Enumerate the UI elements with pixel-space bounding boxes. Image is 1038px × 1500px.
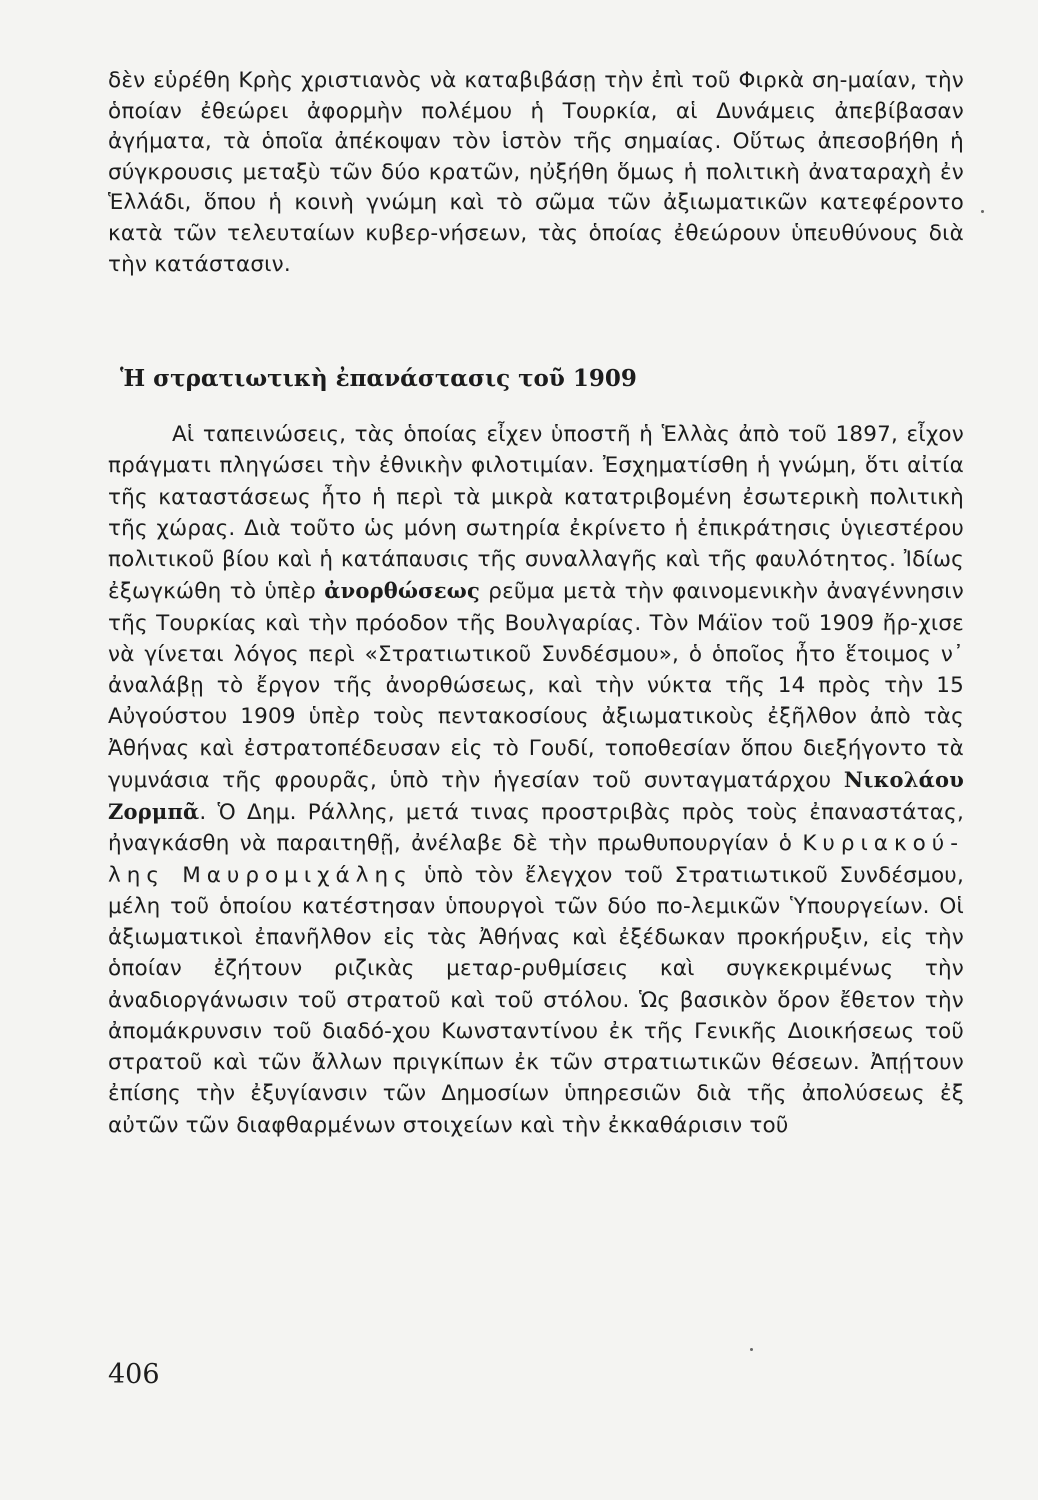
paper-speck bbox=[981, 210, 984, 213]
intro-paragraph bbox=[108, 66, 964, 280]
body-paragraph bbox=[108, 419, 964, 1141]
body-text-part-4: ὑπὸ τὸν ἔλεγχον τοῦ Στρατιωτικοῦ Συνδέσμου, μέλη τοῦ ὁποίου κατέστησαν ὑπουργοὶ τῶν δύο πο-λεμικῶν Ὑπουργείων. Οἱ ἀξιωματικοὶ ἐπανῆλθον εἰς τὰς Ἀθήνας καὶ ἐξέδωκαν προκήρυξιν, εἰς τὴν ὁποίαν ἐζήτουν ριζικὰς μεταρ-ρυθμίσεις καὶ συγκεκριμένως τὴν ἀναδιοργάνωσιν τοῦ στρατοῦ καὶ τοῦ στόλου. Ὡς βασικὸν ὅρον ἔθετον τὴν ἀπομάκρυνσιν τοῦ διαδό-χου Κωνσταντίνου ἐκ τῆς Γενικῆς Διοικήσεως τοῦ στρατοῦ καὶ τῶν ἄλλων πριγκίπων ἐκ τῶν στρατιωτικῶν θέσεων. Ἀπῄτουν ἐπίσης τὴν ἐξυγίανσιν τῶν Δημοσίων ὑπηρεσιῶν διὰ τῆς ἀπολύσεως ἐξ αὐτῶν τῶν διαφθαρμένων στοιχείων καὶ τὴν ἐκκαθάρισιν τοῦ bbox=[108, 862, 964, 1138]
emphasis-anorthoseos: ἀνορθώσεως bbox=[324, 578, 480, 604]
intro-paragraph-text: δὲν εὑρέθη Κρὴς χριστιανὸς νὰ καταβιβάσῃ τὴν ἐπὶ τοῦ Φιρκὰ ση-μαίαν, τὴν ὁποίαν ἐθεώρει ἀφορμὴν πολέμου ἡ Τουρκία, αἱ Δυνάμεις ἀπεβίβασαν ἀγήματα, τὰ ὁποῖα ἀπέκοψαν τὸν ἱστὸν τῆς σημαίας. Οὕτως ἀπεσοβήθη ἡ σύγκρουσις μεταξὺ τῶν δύο κρατῶν, ηὐξήθη ὅμως ἡ πολιτικὴ ἀναταραχὴ ἐν Ἑλλάδι, ὅπου ἡ κοινὴ γνώμη καὶ τὸ σῶμα τῶν ἀξιωματικῶν κατεφέροντο κατὰ τῶν τελευταίων κυβερ-νήσεων, τὰς ὁποίας ἐθεώρουν ὑπευθύνους διὰ τὴν κατάστασιν. bbox=[108, 68, 964, 277]
emphasis-zormpas: Νικολάου Ζορμπᾶ bbox=[108, 766, 964, 824]
paper-speck bbox=[750, 1348, 753, 1351]
body-text-part-2: ρεῦμα μετὰ τὴν φαινομενικὴν ἀναγέννησιν τῆς Τουρκίας καὶ τὴν πρόοδον τῆς Βουλγαρίας. Τὸν Μάϊον τοῦ 1909 ἤρ-χισε νὰ γίνεται λόγος περὶ «Στρατιωτικοῦ Συνδέσμου», ὁ ὁποῖος ἦτο ἕτοιμος ν᾽ ἀναλάβῃ τὸ ἔργον τῆς ἀνορθώσεως, καὶ τὴν νύκτα τῆς 14 πρὸς τὴν 15 Αὐγούστου 1909 ὑπὲρ τοὺς πεντακοσίους ἀξιωματικοὺς ἐξῆλθον ἀπὸ τὰς Ἀθήνας καὶ ἐστρατοπέδευσαν εἰς τὸ Γουδί, τοποθεσίαν ὅπου διεξήγοντο τὰ γυμνάσια τῆς φρουρᾶς, ὑπὸ τὴν ἡγεσίαν τοῦ συνταγματάρχου bbox=[108, 579, 964, 793]
body-text-part-1: Αἱ ταπεινώσεις, τὰς ὁποίας εἶχεν ὑποστῆ ἡ Ἑλλὰς ἀπὸ τοῦ 1897, εἶχον πράγματι πληγώσει τὴν ἐθνικὴν φιλοτιμίαν. Ἐσχηματίσθη ἡ γνώμη, ὅτι αἰτία τῆς καταστάσεως ἦτο ἡ περὶ τὰ μικρὰ κατατριβομένη ἐσωτερικὴ πολιτικὴ τῆς χώρας. Διὰ τοῦτο ὡς μόνη σωτηρία ἐκρίνετο ἡ ἐπικράτησις ὑγιεστέρου πολιτικοῦ βίου καὶ ἡ κατάπαυσις τῆς συναλλαγῆς καὶ τῆς φαυλότητος. Ἰδίως ἐξωγκώθη τὸ ὑπὲρ bbox=[108, 422, 964, 605]
spaced-name-mavromichalis: Κυριακού-λης Μαυρομιχάλης bbox=[108, 831, 964, 888]
body-text-part-3: . Ὁ Δημ. Ράλλης, μετά τινας προστριβὰς πρὸς τοὺς ἐπαναστάτας, ἠναγκάσθη νὰ παραιτηθῇ, ἀνέλαβε δὲ τὴν πρωθυπουργίαν ὁ bbox=[108, 800, 964, 857]
page-number: 406 bbox=[108, 1359, 160, 1390]
section-heading: Ἡ στρατιωτικὴ ἐπανάστασις τοῦ 1909 bbox=[120, 365, 637, 392]
